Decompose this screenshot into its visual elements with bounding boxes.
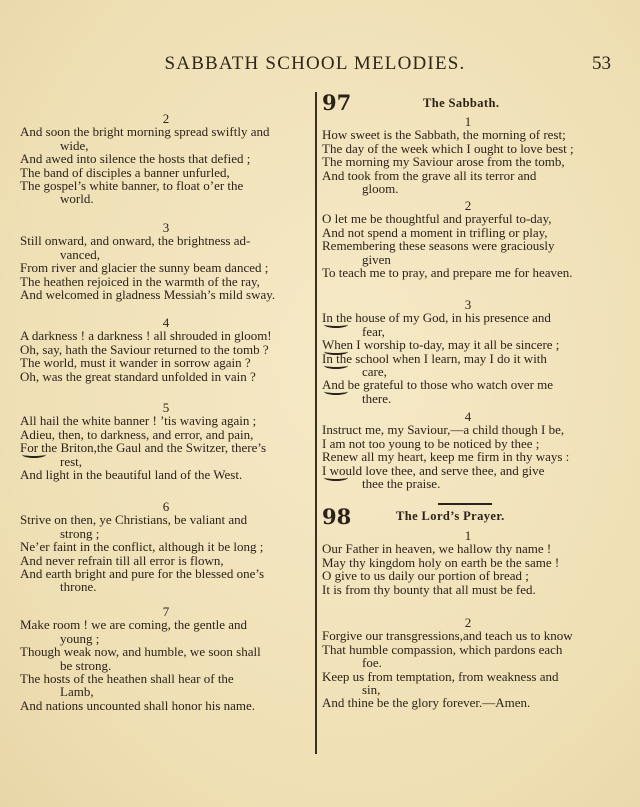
verse-line-text: And thine be the glory forever.—Amen.: [322, 695, 531, 711]
verse-line-text: And welcomed in gladness Messiah’s mild sway.: [20, 287, 276, 303]
verse-line-text: In the school when I learn, may I do it with: [322, 350, 547, 366]
verse-line: [20, 234, 312, 247]
verse-line: [20, 672, 312, 685]
verse-line: [322, 253, 614, 266]
verse-line: [20, 659, 312, 672]
verse-line-text: sin,: [362, 682, 381, 698]
verse-line-text: Renew all my heart, keep me firm in thy ways :: [322, 449, 570, 465]
verse-line: [322, 338, 614, 351]
verse-line-text: A darkness ! a darkness ! all shrouded in gloom!: [20, 328, 272, 344]
verse-line: [20, 455, 312, 468]
verse-line-text: vanced,: [60, 246, 101, 262]
verse-line: [322, 583, 614, 596]
stanza: [322, 199, 614, 279]
verse-line-text: The world, must it wander in sorrow again ?: [20, 355, 251, 371]
verse-line-text: Ne’er faint in the conflict, although it be long ;: [20, 539, 264, 555]
verse-line-text: I am not too young to be noticed by thee ;: [322, 435, 540, 451]
verse-line-text: And soon the bright morning spread swiftly and: [20, 124, 270, 140]
verse-line: [20, 192, 312, 205]
verse-line: [322, 450, 614, 463]
verse-line: [20, 527, 312, 540]
stanza-number: 1: [464, 114, 472, 129]
verse-line-text: there.: [362, 390, 392, 406]
verse-line-text: And be grateful to those who watch over me: [322, 377, 554, 393]
hymn-separator: [438, 503, 492, 505]
verse-line-text: given: [362, 251, 391, 267]
stanza-number: 4: [162, 315, 170, 330]
verse-line-text: Still onward, and onward, the brightness ad-: [20, 233, 251, 249]
verse-line: [322, 656, 614, 669]
verse-line: [322, 643, 614, 656]
verse-line-text: It is from thy bounty that all must be fed.: [322, 581, 536, 597]
verse-line-text: And earth bright and pure for the blessed one’s: [20, 566, 265, 582]
verse-line: [20, 567, 312, 580]
stanza-number: 5: [162, 400, 170, 415]
verse-line-text: strong ;: [60, 525, 100, 541]
verse-line-text: Oh, say, hath the Saviour returned to the tomb ?: [20, 341, 269, 357]
verse-line-text: fear,: [362, 323, 385, 339]
verse-line: [20, 645, 312, 658]
verse-line: [322, 437, 614, 450]
verse-line: [20, 343, 312, 356]
verse-line: [322, 569, 614, 582]
verse-line: [322, 670, 614, 683]
stanza: [20, 401, 312, 481]
stanza-number: 3: [162, 220, 170, 235]
stanza: [322, 616, 614, 710]
verse-line-text: And not spend a moment in trifling or play,: [322, 224, 548, 240]
verse-line-text: Forgive our transgressions,and teach us to know: [322, 628, 573, 644]
verse-line: [322, 169, 614, 182]
verse-line-text: The day of the week which I ought to love best ;: [322, 140, 574, 156]
verse-line-text: In the house of my God, in his presence and: [322, 310, 551, 326]
verse-line: [322, 378, 614, 391]
verse-line-text: Adieu, then, to darkness, and error, and pain,: [20, 426, 254, 442]
verse-line: [322, 556, 614, 569]
verse-line-text: wide,: [60, 137, 89, 153]
verse-line: [20, 179, 312, 192]
verse-line-text: thee the praise.: [362, 476, 441, 492]
verse-line: [20, 370, 312, 383]
stanza: [20, 316, 312, 383]
verse-line: [20, 139, 312, 152]
verse-line-text: Strive on then, ye Christians, be valiant and: [20, 512, 248, 528]
verse-line-text: be strong.: [60, 657, 112, 673]
verse-line: [20, 441, 312, 454]
verse-line: [322, 477, 614, 490]
verse-line: [20, 685, 312, 698]
verse-line: [20, 288, 312, 301]
verse-line-text: Remembering these seasons were graciously: [322, 238, 555, 254]
stanza: [20, 500, 312, 594]
hymn-title: The Lord’s Prayer.: [396, 509, 505, 523]
verse-line: [322, 226, 614, 239]
stanza-number: 2: [464, 198, 472, 213]
stanza: [322, 529, 614, 596]
verse-line-text: From river and glacier the sunny beam danced ;: [20, 260, 269, 276]
verse-line-text: throne.: [60, 579, 97, 595]
verse-line: [20, 414, 312, 427]
stanza: [20, 605, 312, 712]
verse-line: [20, 329, 312, 342]
stanza: [322, 298, 614, 405]
verse-line: [322, 696, 614, 709]
stanza: [20, 221, 312, 301]
verse-line-text: And took from the grave all its terror and: [322, 167, 537, 183]
verse-line: [20, 428, 312, 441]
verse-line-text: Make room ! we are coming, the gentle and: [20, 617, 248, 633]
verse-line-text: The heathen rejoiced in the warmth of the ray,: [20, 273, 260, 289]
stanza-number: 3: [464, 297, 472, 312]
verse-line: [322, 155, 614, 168]
verse-line: [20, 275, 312, 288]
verse-line-text: The hosts of the heathen shall hear of the: [20, 671, 234, 687]
verse-line-text: That humble compassion, which pardons each: [322, 641, 563, 657]
verse-line-text: And light in the beautiful land of the West.: [20, 467, 243, 483]
verse-line-text: The gospel’s white banner, to float o’er the: [20, 178, 244, 194]
stanza-number: 2: [464, 615, 472, 630]
verse-line-text: How sweet is the Sabbath, the morning of rest;: [322, 127, 566, 143]
verse-line-text: rest,: [60, 453, 83, 469]
verse-line-text: Oh, was the great standard unfolded in vain ?: [20, 368, 256, 384]
verse-line-text: O let me be thoughtful and prayerful to-day,: [322, 211, 552, 227]
stanza-number: 1: [464, 528, 472, 543]
verse-line-text: The band of disciples a banner unfurled,: [20, 164, 230, 180]
verse-line: [322, 365, 614, 378]
verse-line-text: For the Briton,the Gaul and the Switzer, there’s: [20, 440, 267, 456]
verse-line: [322, 212, 614, 225]
column-divider: [315, 92, 317, 754]
verse-line: [322, 128, 614, 141]
verse-line-text: foe.: [362, 655, 382, 671]
verse-line: [20, 540, 312, 553]
verse-line: [322, 392, 614, 405]
verse-line-text: The morning my Saviour arose from the tomb,: [322, 154, 565, 170]
stanza: [322, 115, 614, 195]
hymn-number: 97: [322, 90, 352, 115]
stanza: [20, 112, 312, 206]
verse-line-text: May thy kingdom holy on earth be the same !: [322, 554, 560, 570]
verse-line-text: And nations uncounted shall honor his name.: [20, 697, 256, 713]
verse-line: [20, 356, 312, 369]
stanza: [322, 410, 614, 490]
verse-line: [20, 125, 312, 138]
verse-line: [322, 325, 614, 338]
stanza-number: 6: [162, 499, 170, 514]
verse-line: [322, 239, 614, 252]
verse-line: [322, 542, 614, 555]
verse-line: [322, 352, 614, 365]
verse-line-text: Our Father in heaven, we hallow thy name !: [322, 541, 552, 557]
verse-line: [20, 152, 312, 165]
verse-line-text: And awed into silence the hosts that defied ;: [20, 151, 251, 167]
verse-line: [20, 632, 312, 645]
verse-line-text: Lamb,: [60, 684, 94, 700]
verse-line-text: All hail the white banner ! ’tis waving again ;: [20, 413, 257, 429]
verse-line-text: care,: [362, 364, 387, 380]
verse-line-text: I would love thee, and serve thee, and give: [322, 462, 545, 478]
verse-line: [322, 423, 614, 436]
verse-line: [20, 166, 312, 179]
verse-line: [20, 554, 312, 567]
verse-line: [20, 699, 312, 712]
verse-line-text: And never refrain till all error is flown,: [20, 552, 224, 568]
verse-line: [20, 261, 312, 274]
verse-line: [322, 629, 614, 642]
verse-line-text: gloom.: [362, 181, 399, 197]
verse-line: [322, 266, 614, 279]
verse-line: [20, 618, 312, 631]
hymn-title: The Sabbath.: [423, 96, 500, 110]
verse-line-text: Keep us from temptation, from weakness and: [322, 668, 559, 684]
verse-line: [322, 464, 614, 477]
verse-line-text: O give to us daily our portion of bread ;: [322, 568, 529, 584]
verse-line: [322, 683, 614, 696]
verse-line-text: When I worship to-day, may it all be sincere ;: [322, 337, 560, 353]
verse-line: [20, 248, 312, 261]
verse-line: [322, 142, 614, 155]
verse-line: [20, 468, 312, 481]
verse-line-text: Though weak now, and humble, we soon shall: [20, 644, 261, 660]
stanza-number: 7: [162, 604, 170, 619]
verse-line: [322, 182, 614, 195]
stanza-number: 4: [464, 409, 472, 424]
running-head: SABBATH SCHOOL MELODIES.: [164, 53, 466, 74]
verse-line-text: young ;: [60, 630, 100, 646]
verse-line-text: world.: [60, 191, 94, 207]
verse-line: [20, 580, 312, 593]
verse-line: [322, 311, 614, 324]
hymn-number: 98: [322, 504, 352, 529]
page-number: 53: [592, 53, 611, 74]
stanza-number: 2: [162, 111, 170, 126]
verse-line-text: To teach me to pray, and prepare me for heaven.: [322, 265, 573, 281]
verse-line: [20, 513, 312, 526]
verse-line-text: Instruct me, my Saviour,—a child though I be,: [322, 422, 565, 438]
